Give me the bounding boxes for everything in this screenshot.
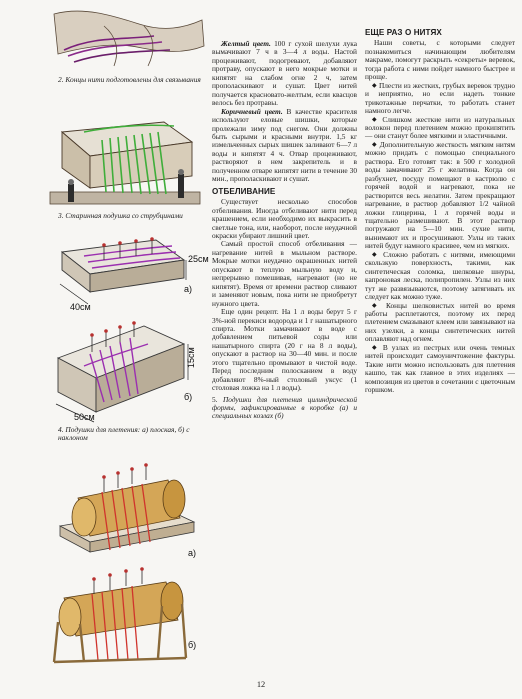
paragraph-brown: Коричневый цвет. В качестве красителя используют еловые шишки, которые пролежали зиму под снегом. Они должны быть сырыми и красными внутри. 1,5 кг измельченных сырых шишек заливают 6—7 л воды и кипятят 4 ч. Отвар процеживают, растворяют в нем закрепитель и в полученном отваре кипятят нити в течение 30 мин., прополаскивают и сушат. bbox=[212, 106, 357, 184]
figure-flat-pillow bbox=[44, 230, 209, 312]
paragraph: Наши советы, с которыми следует познакомиться начинающим любителям макраме, помогут раскрыть «секреты» веревок, тогда работа с ними пойдет намного быстрее и проще. bbox=[365, 38, 515, 82]
diamond-bullet-icon: ◆ bbox=[372, 251, 379, 258]
diamond-bullet-icon: ◆ bbox=[372, 141, 378, 148]
tip-item: ◆ Концы шелковистых нитей во время работы расплетаются, поэтому их перед плетением смазывают клеем или завязывают на них узелки, а концы синтетических нитей оплавляют над огнем. bbox=[365, 300, 515, 344]
text-column-middle bbox=[212, 40, 357, 420]
figure-hands-tying bbox=[44, 6, 206, 72]
dim-height-b: 15см bbox=[186, 347, 196, 368]
figure-cylinder-trestles bbox=[44, 562, 206, 666]
caption-fig3: 3. Старинная подушка со струбцинами bbox=[58, 211, 183, 220]
figure-column bbox=[44, 6, 209, 666]
caption-fig5: 5. Подушки для плетения цилиндрической формы, зафиксированные в коробке (а) и специальных козлах (б) bbox=[212, 394, 357, 421]
diamond-bullet-icon: ◆ bbox=[372, 116, 379, 123]
figure-cylinder-box bbox=[44, 452, 206, 562]
label-5b: б) bbox=[188, 640, 197, 650]
diamond-bullet-icon: ◆ bbox=[372, 302, 381, 309]
label-a: а) bbox=[184, 284, 193, 294]
text-column-right bbox=[365, 28, 515, 395]
caption-fig4: 4. Подушки для плетения: а) плоская, б) с наклоном bbox=[58, 425, 190, 443]
tip-item: ◆ Сложно работать с нитями, имеющими скользкую поверхность, такими, как синтетическая соломка, шелковые шнуры, капроновая леска, полипропилен. Узлы из них тут же развязываются, поэтому затягивать их следует как можно туже. bbox=[365, 249, 515, 302]
diamond-bullet-icon: ◆ bbox=[372, 82, 377, 89]
tip-item: ◆ Слишком жесткие нити из натуральных волокон перед плетением можно прокипятить — они станут более мягкими и эластичными. bbox=[365, 114, 515, 141]
section-heading-threads: ЕЩЕ РАЗ О НИТЯХ bbox=[365, 28, 442, 37]
paragraph: Еще один рецепт. На 1 л воды берут 5 г 3%-ной перекиси водорода и 1 г нашатырного спирта. Мотки замачивают в воде с добавлением питьевой соды или нашатырного спирта (20 г на 8 л воды), опускают в раствор на 30—40 мин. и после этого тщательно промывают в чистой воде. Перед последним полосканием в воду добавляют 8%-ный столовый уксус (1 столовая ложка на 1 л воды). bbox=[212, 307, 357, 393]
diamond-bullet-icon: ◆ bbox=[372, 344, 379, 351]
section-heading-bleaching: ОТБЕЛИВАНИЕ bbox=[212, 186, 276, 196]
heading-yellow: Желтый цвет. bbox=[221, 39, 271, 48]
paragraph: Существует несколько способов отбеливания. Иногда отбеливают нити перед крашением, если необходимо их выкрасить в светлые тона, или, наоборот, после неудачной окраски убирают лишний цвет. bbox=[212, 197, 357, 240]
label-5a: а) bbox=[188, 548, 197, 558]
caption-fig2: 2. Концы нити подготовлены для связывания bbox=[58, 75, 201, 84]
tip-item: ◆ Плести из жестких, грубых веревок трудно и неприятно, но если надеть тонкие трикотажные перчатки, то работать станет намного легче. bbox=[365, 80, 515, 116]
tip-item: ◆ Дополнительную жесткость мягким нитям можно придать с помощью специального раствора. Его готовят так: в 500 г холодной воды замачивают 25 г желатина. Когда он разбухнет, посуду помещают в кастрюлю с горячей водой и нагревают, пока не растворится весь желатин. Затем прекращают нагревание, в раствор добавляют 1/2 чайной ложки глицерина, 1 л горячей воды и тщательно размешивают. В этот раствор погружают на 5—10 мин. сухие нити, вынимают их и просушивают. Узлы из таких нитей будут намного красивее, чем из мягких. bbox=[365, 139, 515, 251]
dim-width-a: 40см bbox=[70, 302, 91, 312]
figure-old-pillow bbox=[44, 96, 206, 208]
page-number: 12 bbox=[256, 680, 266, 689]
paragraph-yellow: Желтый цвет. 100 г сухой шелухи лука вымачивают 7 ч в 3—4 л воды. Настой процеживают, подогревают, добавляют протраву, опускают в него мокрые мотки и кипятят на слабом огне 2 ч, затем прополаскивают и сушат. Цвет нитей получается красновато-желтым, если квасцов велось без протравы. bbox=[212, 39, 357, 108]
label-b: б) bbox=[184, 392, 193, 402]
heading-brown: Коричневый цвет. bbox=[221, 106, 283, 116]
dim-height-a: 25см bbox=[188, 254, 209, 264]
tip-item: ◆ В узлах из пестрых или очень темных нитей происходит самоуничтожение фактуры. Такие нити можно использовать для плетения кашпо, так как главное в этих изделиях — композиция из цветов в сочетании с цветочным горшком. bbox=[365, 342, 515, 395]
paragraph: Самый простой способ отбеливания — нагревание нитей в мыльном растворе. Мокрые мотки неудачно окрашенных нитей опускают в теплую мыльную воду и, непрерывно помешивая, нагревают (но не кипятят). Время от времени раствор сливают и заменяют новым, пока нити не приобретут нужного цвета. bbox=[212, 239, 357, 308]
dim-width-b: 50см bbox=[74, 412, 95, 422]
figure-inclined-pillow bbox=[44, 314, 206, 424]
